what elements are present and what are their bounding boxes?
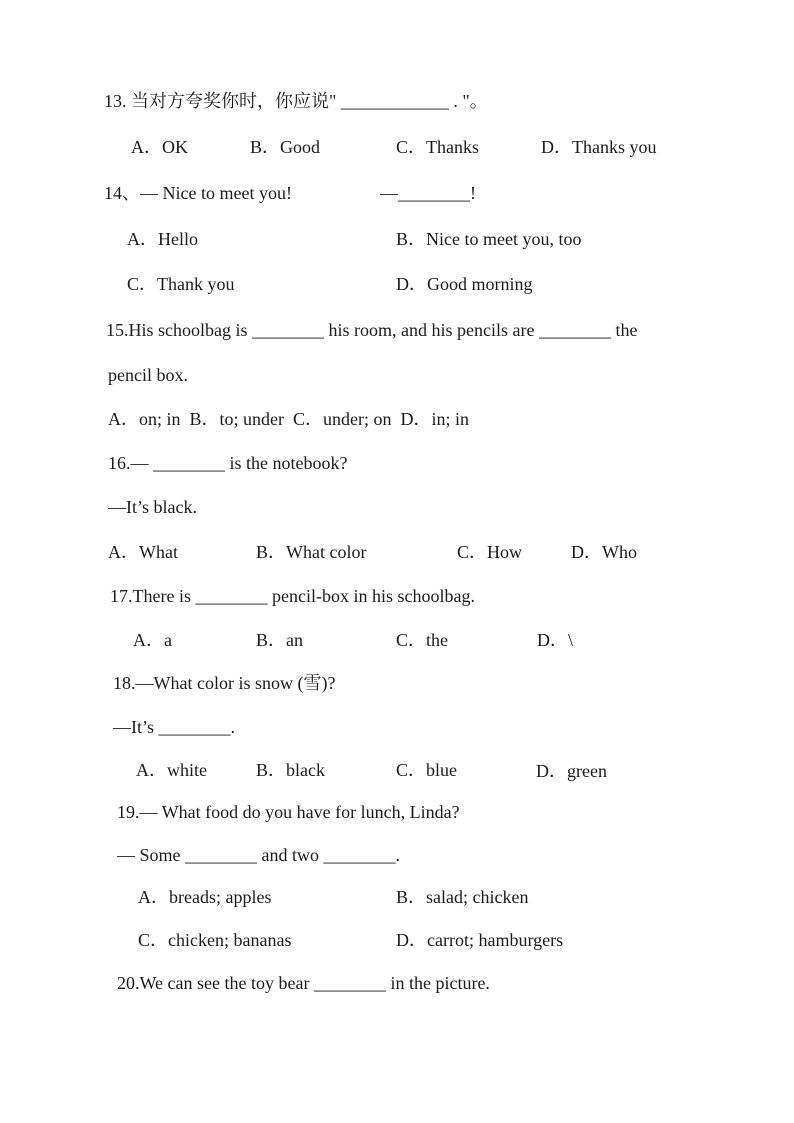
q14-reply: —________!: [380, 183, 476, 203]
q14-option-b: B．Nice to meet you, too: [396, 229, 582, 249]
q17-option-c: C．the: [396, 630, 448, 650]
q19-stem: 19.— What food do you have for lunch, Linda?: [117, 802, 460, 822]
q13-option-b: B．Good: [250, 137, 321, 157]
q13-option-d: D．Thanks you: [541, 137, 657, 157]
q18-option-b: B．black: [256, 760, 325, 780]
q13-stem: 13. 当对方夸奖你时，你应说" ____________ . "。: [104, 91, 488, 111]
q19-option-b: B．salad; chicken: [396, 887, 529, 907]
q14-option-a: A．Hello: [127, 229, 198, 249]
q17-option-b: B．an: [256, 630, 303, 650]
q13-option-c: C．Thanks: [396, 137, 479, 157]
q18-option-d: D．green: [536, 761, 607, 781]
q18-option-a: A．white: [136, 760, 207, 780]
q16-option-a: A．What: [108, 542, 178, 562]
q14-stem: 14、— Nice to meet you!: [104, 183, 292, 203]
q16-reply: —It’s black.: [108, 497, 197, 517]
q14-option-c: C．Thank you: [127, 274, 235, 294]
q17-option-a: A．a: [133, 630, 172, 650]
q17-stem: 17.There is ________ pencil-box in his schoolbag.: [110, 586, 475, 606]
q13-option-a: A．OK: [131, 137, 188, 157]
q19-option-d: D．carrot; hamburgers: [396, 930, 564, 950]
q15-stem: 15.His schoolbag is ________ his room, and his pencils are ________ the: [106, 320, 638, 340]
q16-option-c: C．How: [457, 542, 523, 562]
q19-reply: — Some ________ and two ________.: [117, 845, 400, 865]
q14-option-d: D．Good morning: [396, 274, 533, 294]
q16-stem: 16.— ________ is the notebook?: [108, 453, 348, 473]
q18-option-c: C．blue: [396, 760, 457, 780]
q16-option-d: D．Who: [571, 542, 637, 562]
q15-options: A．on; in B．to; under C．under; on D．in; in: [108, 409, 469, 429]
q18-stem: 18.—What color is snow (雪)?: [113, 673, 336, 693]
q16-option-b: B．What color: [256, 542, 367, 562]
q19-option-c: C．chicken; bananas: [138, 930, 292, 950]
q20-stem: 20.We can see the toy bear ________ in the picture.: [117, 973, 490, 993]
q17-option-d: D．\: [537, 630, 573, 650]
q15-stem-continued: pencil box.: [108, 365, 188, 385]
q19-option-a: A．breads; apples: [138, 887, 272, 907]
q18-reply: —It’s ________.: [113, 717, 236, 737]
